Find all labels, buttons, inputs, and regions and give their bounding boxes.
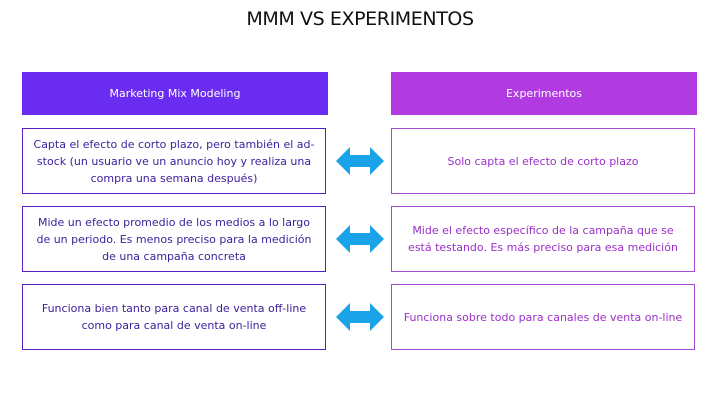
mmm-text-3: Funciona bien tanto para canal de venta off-line como para canal de venta on-line	[41, 302, 307, 332]
exp-box-2	[391, 206, 695, 272]
double-arrow-icon	[336, 147, 384, 175]
slide-title: MMM VS EXPERIMENTOS	[246, 8, 474, 30]
header-experimentos: Experimentos	[391, 72, 697, 115]
double-arrow-icon	[336, 303, 384, 331]
exp-text-2: Mide el efecto específico de la campaña que se está testando. Es más preciso para esa medición	[408, 224, 678, 254]
header-mmm: Marketing Mix Modeling	[22, 72, 328, 115]
mmm-text-1: Capta el efecto de corto plazo, pero también el ad-stock (un usuario ve un anuncio hoy y realiza una compra una semana después)	[33, 137, 315, 185]
mmm-box-3	[22, 284, 326, 350]
exp-text-3: Funciona sobre todo para canales de venta on-line	[403, 310, 683, 324]
mmm-box-2	[22, 206, 326, 272]
mmm-text-2: Mide un efecto promedio de los medios a lo largo de un periodo. Es menos preciso para la medición de una campaña concreta	[36, 215, 312, 263]
mmm-box-1	[22, 128, 326, 194]
exp-box-3	[391, 284, 695, 350]
double-arrow-icon	[336, 225, 384, 253]
exp-box-1	[391, 128, 695, 194]
exp-text-1: Solo capta el efecto de corto plazo	[447, 154, 639, 168]
